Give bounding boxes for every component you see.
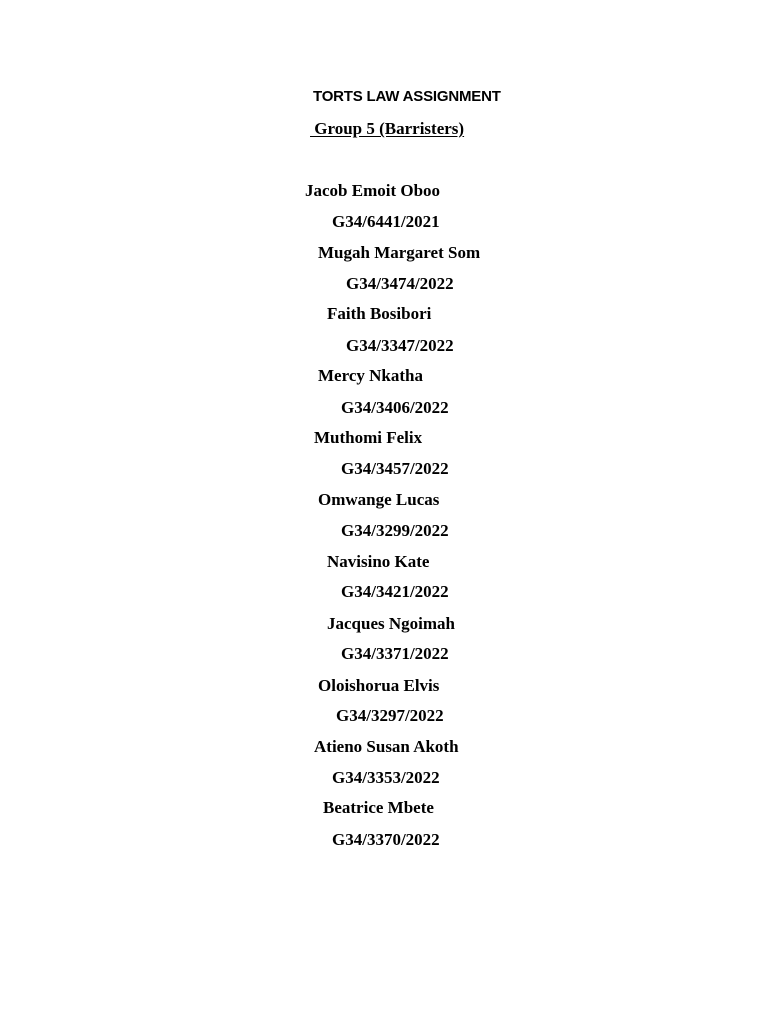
member-reg-no: G34/3370/2022 (332, 830, 440, 849)
member-name: Navisino Kate (327, 552, 430, 571)
member-reg-no: G34/3421/2022 (341, 582, 449, 601)
member-name: Faith Bosibori (327, 304, 432, 323)
member-reg-no: G34/3457/2022 (341, 459, 449, 478)
member-reg-no: G34/3299/2022 (341, 521, 449, 540)
member-reg-no: G34/3353/2022 (332, 768, 440, 787)
member-name: Atieno Susan Akoth (314, 737, 459, 756)
group-heading: Group 5 (Barristers) (310, 119, 465, 138)
document-title: TORTS LAW ASSIGNMENT (313, 88, 501, 105)
member-name: Muthomi Felix (314, 428, 423, 447)
member-name: Mercy Nkatha (318, 366, 423, 385)
member-name: Mugah Margaret Som (318, 243, 481, 262)
member-reg-no: G34/3406/2022 (341, 398, 449, 417)
member-reg-no: G34/3347/2022 (346, 336, 454, 355)
member-name: Jacques Ngoimah (327, 614, 455, 633)
member-name: Oloishorua Elvis (318, 676, 440, 695)
member-reg-no: G34/6441/2021 (332, 212, 440, 231)
member-name: Jacob Emoit Oboo (305, 181, 441, 200)
member-name: Omwange Lucas (318, 490, 440, 509)
member-name: Beatrice Mbete (323, 798, 434, 817)
member-reg-no: G34/3371/2022 (341, 644, 449, 663)
member-reg-no: G34/3474/2022 (346, 274, 454, 293)
member-reg-no: G34/3297/2022 (336, 706, 444, 725)
